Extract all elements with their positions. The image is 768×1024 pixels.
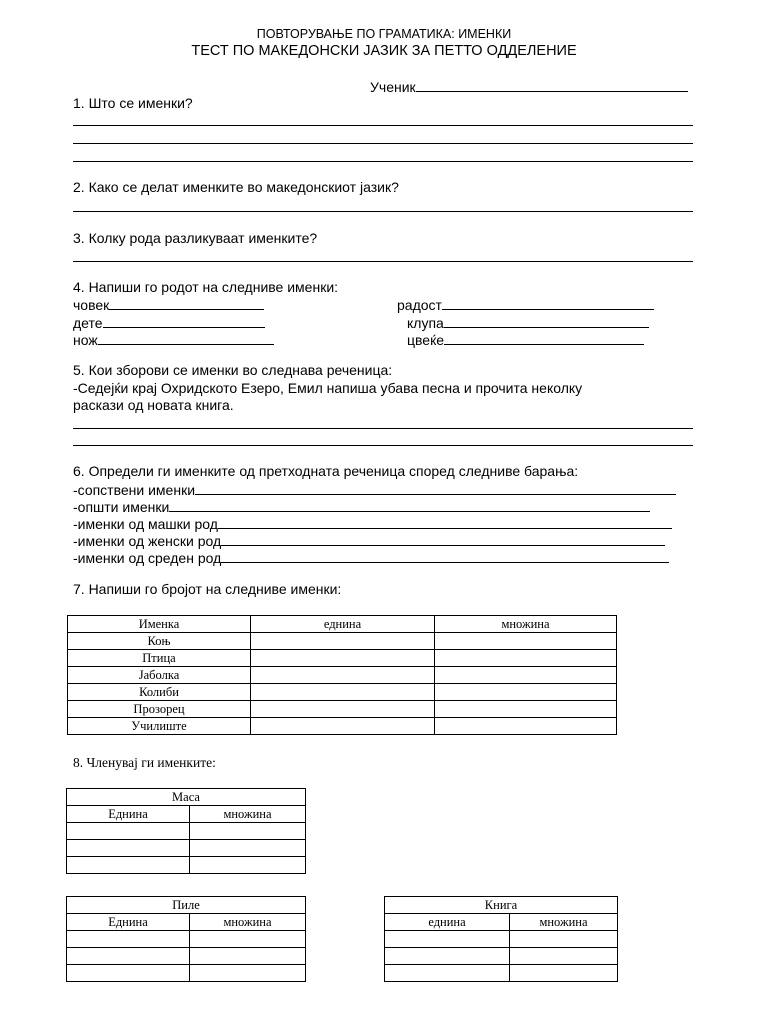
column-header: еднина [385,914,510,931]
column-header: множина [510,914,618,931]
table-row [68,667,617,684]
question-7: 7. Напиши го бројот на следниве именки: [73,581,342,597]
page-title: ТЕСТ ПО МАКЕДОНСКИ ЈАЗИК ЗА ПЕТТО ОДДЕЛЕНИЕ [191,43,577,59]
answer-cell[interactable] [385,965,510,982]
table-row [67,823,306,840]
answer-line-2[interactable] [73,211,693,212]
category-field[interactable]: -именки од женски род [73,532,665,549]
article-table-pile [66,896,306,982]
question-3: 3. Колку рода разликуваат именките? [73,230,318,246]
table-row [67,857,306,874]
column-header: Еднина [67,914,190,931]
table-row [68,650,617,667]
sentence-line-2: раскази од новата книга. [73,397,234,413]
answer-line-1c[interactable] [73,161,693,162]
subtitle: ПОВТОРУВАЊЕ ПО ГРАМАТИКА: ИМЕНКИ [256,27,512,41]
answer-cell[interactable] [510,931,618,948]
answer-cell[interactable] [385,948,510,965]
singular-cell[interactable] [251,650,435,667]
answer-line-1a[interactable] [73,125,693,126]
article-table-kniga [384,896,618,982]
plural-cell[interactable] [435,650,617,667]
singular-cell[interactable] [251,701,435,718]
table-row [68,701,617,718]
table-row [385,965,618,982]
noun-cell: Птица [68,650,251,667]
question-8: 8. Членувај ги именките: [73,755,216,770]
category-field[interactable]: -именки од машки род [73,515,672,532]
table-title: Книга [385,897,618,914]
table-row [67,840,306,857]
table-header-row [68,616,617,633]
noun-cell: Коњ [68,633,251,650]
answer-cell[interactable] [190,931,306,948]
singular-cell[interactable] [251,633,435,650]
plural-cell[interactable] [435,684,617,701]
noun-cell: Прозорец [68,701,251,718]
singular-cell[interactable] [251,684,435,701]
answer-cell[interactable] [190,823,306,840]
plural-cell[interactable] [435,633,617,650]
noun-gender-field[interactable]: радост [397,296,654,313]
answer-cell[interactable] [67,823,190,840]
column-header: множина [190,914,306,931]
category-field[interactable]: -општи именки [73,498,650,515]
table-row [68,633,617,650]
question-5: 5. Кои зборови се именки во следнава реченица: [73,362,393,378]
table-row [68,718,617,735]
answer-cell[interactable] [385,931,510,948]
plural-cell[interactable] [435,701,617,718]
question-4: 4. Напиши го родот на следниве именки: [73,279,339,295]
category-field[interactable]: -именки од среден род [73,549,669,566]
column-header: множина [190,806,306,823]
question-6: 6. Определи ги именките од претходната реченица според следниве барања: [73,463,579,479]
question-1: 1. Што се именки? [73,95,193,111]
answer-cell[interactable] [67,965,190,982]
noun-gender-field[interactable]: дете [73,314,265,331]
answer-cell[interactable] [67,840,190,857]
table-title: Маса [67,789,306,806]
number-table [67,615,617,735]
answer-line-3[interactable] [73,261,693,262]
table-row [67,948,306,965]
table-title: Пиле [67,897,306,914]
singular-cell[interactable] [251,718,435,735]
category-field[interactable]: -сопствени именки [73,481,676,498]
noun-gender-field[interactable]: цвеќе [407,331,644,348]
answer-cell[interactable] [190,965,306,982]
sentence-line-1: -Седејќи крај Охридското Езеро, Емил напиша убава песна и прочита неколку [73,380,583,396]
column-header: множина [435,616,617,633]
answer-cell[interactable] [190,857,306,874]
column-header: еднина [251,616,435,633]
plural-cell[interactable] [435,667,617,684]
answer-line-1b[interactable] [73,143,693,144]
answer-cell[interactable] [510,965,618,982]
student-label: Ученик [370,79,416,95]
noun-cell: Јаболка [68,667,251,684]
answer-cell[interactable] [190,948,306,965]
column-header: Еднина [67,806,190,823]
table-row [67,931,306,948]
noun-cell: Училиште [68,718,251,735]
answer-line-5a[interactable] [73,428,693,429]
answer-cell[interactable] [67,857,190,874]
table-row [385,948,618,965]
noun-gender-field[interactable]: клупа [407,314,649,331]
noun-gender-field[interactable]: човек [73,296,264,313]
student-field[interactable] [370,78,688,95]
noun-cell: Колиби [68,684,251,701]
answer-cell[interactable] [190,840,306,857]
question-2: 2. Како се делат именките во македонскиот јазик? [73,179,399,195]
table-row [385,931,618,948]
answer-cell[interactable] [510,948,618,965]
noun-gender-field[interactable]: нож [73,331,274,348]
table-row [68,684,617,701]
plural-cell[interactable] [435,718,617,735]
singular-cell[interactable] [251,667,435,684]
answer-cell[interactable] [67,931,190,948]
table-row [67,965,306,982]
answer-line-5b[interactable] [73,445,693,446]
answer-cell[interactable] [67,948,190,965]
column-header: Именка [68,616,251,633]
article-table-masa [66,788,306,874]
